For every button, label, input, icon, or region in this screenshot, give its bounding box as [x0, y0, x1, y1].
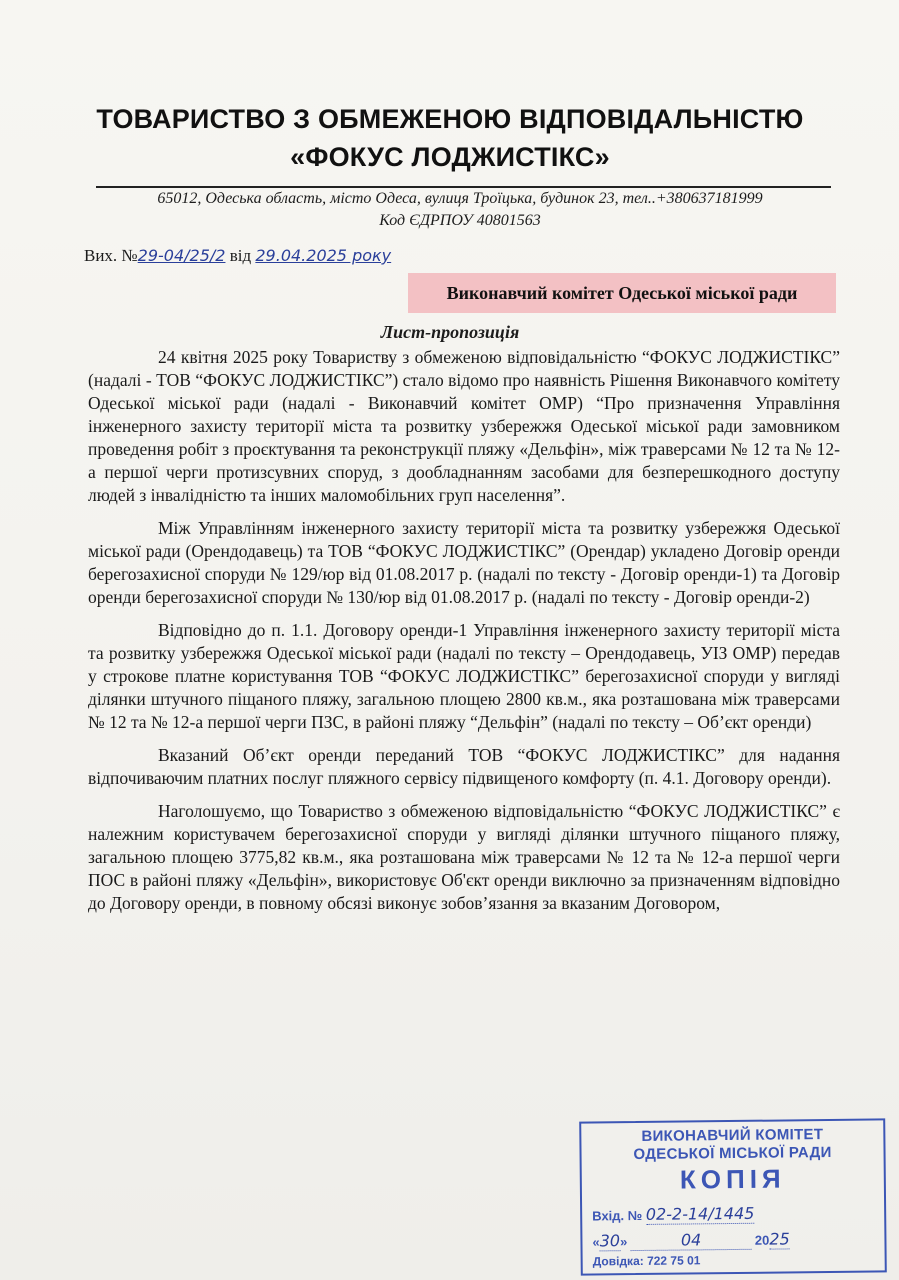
- stamp-month: 04: [631, 1230, 752, 1251]
- stamp-info-label: Довідка: 722 75 01: [592, 1253, 701, 1269]
- company-name-line2: «ФОКУС ЛОДЖИСТІКС»: [290, 142, 610, 172]
- paragraph: Вказаний Об’єкт оренди переданий ТОВ “ФОКУС ЛОДЖИСТІКС” для надання відпочиваючим платних послуг пляжного сервісу підвищеного комфорту (п. 4.1. Договору оренди).: [88, 745, 840, 788]
- paragraph: Відповідно до п. 1.1. Договору оренди-1 Управління інженерного захисту території міста та розвитку узбережжя Одеської міської ради (надалі по тексту – Орендодавець, УІЗ ОМР) передав у строкове платне користування ТОВ “ФОКУС ЛОДЖИСТІКС” берегозахисної споруди у вигляді ділянки штучного піщаного пляжу, загальною площею 2800 кв.м., яка розташована між траверсами № 12 та № 12-а першої черги ПЗС, в районі пляжу “Дельфін” (надалі по тексту – Об’єкт оренди): [88, 620, 840, 732]
- paragraph: Між Управлінням інженерного захисту території міста та розвитку узбережжя Одеської міської ради (Орендодавець) та ТОВ “ФОКУС ЛОДЖИСТІКС” (Орендар) укладено Договір оренди берегозахисної споруди № 129/юр від 01.08.2017 р. (надалі по тексту - Договір оренди-1) та Договір оренди берегозахисної споруди № 130/юр від 01.08.2017 р. (надалі по тексту - Договір оренди-2): [88, 518, 840, 607]
- company-address-block: [80, 188, 840, 232]
- outgoing-from-word: від: [229, 246, 252, 265]
- letter-body: [88, 346, 840, 915]
- document-title: Лист-пропозиція: [380, 322, 520, 342]
- stamp-date-row: «30» 04 2025: [592, 1229, 790, 1251]
- stamp-incoming-row: [592, 1204, 754, 1225]
- stamp-info-row: [593, 1253, 701, 1268]
- stamp-incoming-number: 02-2-14/1445: [645, 1203, 755, 1224]
- company-address: 65012, Одеська область, місто Одеса, вулиця Троїцька, будинок 23, тел..+380637181999: [157, 190, 763, 207]
- outgoing-prefix: Вих. №: [84, 246, 138, 265]
- registration-stamp: [579, 1118, 887, 1275]
- stamp-line1: ВИКОНАВЧИЙ КОМІТЕТ: [641, 1126, 824, 1145]
- recipient-box: [408, 273, 836, 313]
- outgoing-number-line: [84, 246, 391, 266]
- company-name-line1: ТОВАРИСТВО З ОБМЕЖЕНОЮ ВІДПОВІДАЛЬНІСТЮ: [96, 104, 804, 134]
- stamp-year-prefix: 20: [754, 1232, 770, 1248]
- stamp-day: 30: [599, 1231, 621, 1251]
- recipient-name: Виконавчий комітет Одеської міської ради: [446, 282, 798, 303]
- stamp-copy-label: КОПІЯ: [679, 1163, 786, 1195]
- stamp-year-suffix: 25: [769, 1229, 790, 1249]
- outgoing-number: 29-04/25/2: [137, 246, 226, 265]
- company-header: [60, 100, 840, 176]
- stamp-incoming-label: Вхід. №: [592, 1207, 643, 1224]
- stamp-line2: ОДЕСЬКОЇ МІСЬКОЇ РАДИ: [633, 1143, 832, 1164]
- paragraph: Наголошуємо, що Товариство з обмеженою відповідальністю “ФОКУС ЛОДЖИСТІКС” є належним користувачем берегозахисної споруди у вигляді ділянки штучного піщаного пляжу, загальною площею 3775,82 кв.м., яка розташована між траверсами № 12 та № 12-а першої черги ПОС в районі пляжу «Дельфін», використовує Об'єкт оренди виключно за призначенням відповідно до Договору оренди, в повному обсязі виконує зобов’язання за вказаним Договором,: [88, 801, 840, 913]
- outgoing-date: 29.04.2025 року: [255, 246, 392, 265]
- paragraph: 24 квітня 2025 року Товариству з обмеженою відповідальністю “ФОКУС ЛОДЖИСТІКС” (надалі - ТОВ “ФОКУС ЛОДЖИСТІКС”) стало відомо про наявність Рішення Виконавчого комітету Одеської міської ради (надалі - Виконавчий комітет ОМР) “Про призначення Управління інженерного захисту території міста та розвитку узбережжя Одеської міської ради замовником проведення робіт з проєктування та реконструкції пляжу «Дельфін», між траверсами № 12 та № 12-а першої черги протизсувних споруд, з дообладнанням засобами для безперешкодного доступу людей з інвалідністю та інших маломобільних груп населення”.: [88, 347, 840, 505]
- company-edrpou: Код ЄДРПОУ 40801563: [379, 212, 541, 229]
